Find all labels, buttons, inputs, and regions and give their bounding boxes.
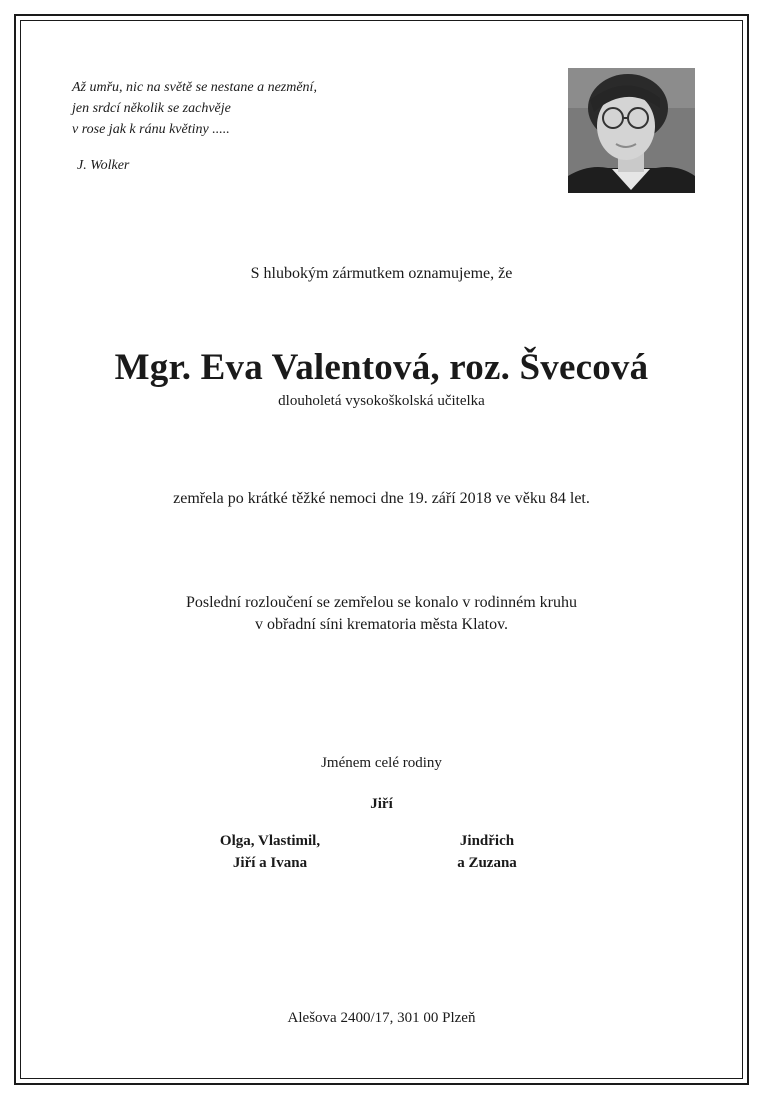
poem-line: Až umřu, nic na světě se nestane a nezmění, [72, 80, 317, 95]
deceased-name: Mgr. Eva Valentová, roz. Švecová [114, 347, 649, 388]
family-group-left [180, 830, 360, 874]
family-group-right [397, 830, 577, 874]
poem-line: jen srdcí několik se zachvěje [72, 101, 231, 116]
deceased-occupation: dlouholetá vysokoškolská učitelka [278, 393, 485, 409]
family-names-line: Jindřich [459, 833, 515, 849]
poem-author: J. Wolker [77, 158, 130, 173]
farewell-notice [20, 592, 743, 636]
farewell-line: Poslední rozloučení se zemřelou se konalo v rodinném kruhu [185, 594, 577, 611]
family-head-name: Jiří [370, 796, 393, 812]
family-names-line: Jiří a Ivana [232, 855, 308, 871]
farewell-line: v obřadní síni krematoria města Klatov. [254, 616, 509, 633]
death-notice: zemřela po krátké těžké nemoci dne 19. září 2018 ve věku 84 let. [173, 490, 590, 507]
family-address: Alešova 2400/17, 301 00 Plzeň [287, 1010, 476, 1026]
poem-block [72, 77, 317, 176]
family-names-line: Olga, Vlastimil, [219, 833, 321, 849]
poem-line: v rose jak k ránu květiny ..... [72, 122, 230, 137]
family-names-line: a Zuzana [457, 855, 517, 871]
family-label: Jménem celé rodiny [321, 755, 442, 771]
portrait-photo [568, 68, 695, 193]
intro-text: S hlubokým zármutkem oznamujeme, že [250, 265, 513, 282]
